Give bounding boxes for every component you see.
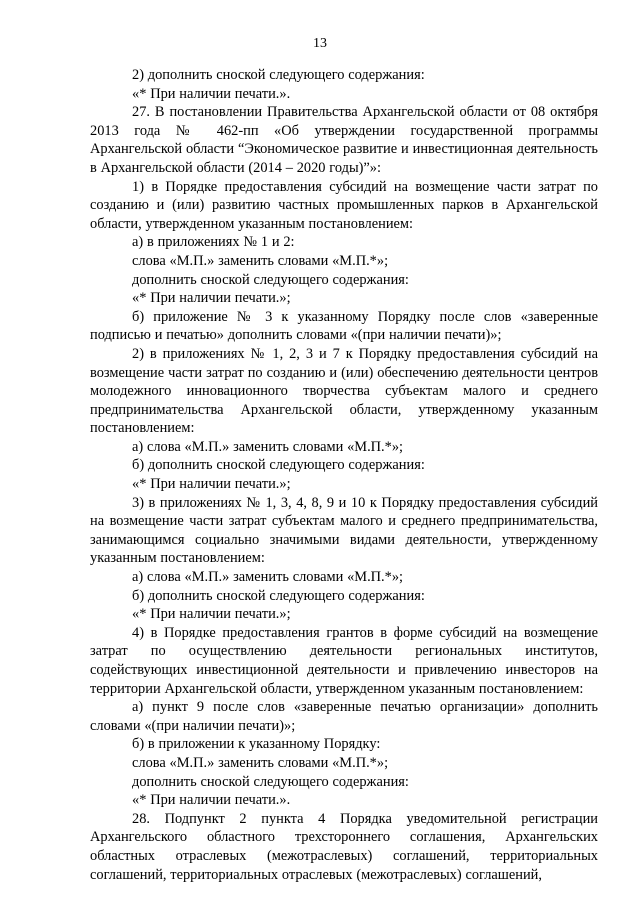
paragraph: 27. В постановлении Правительства Архангельской области от 08 октября 2013 года № 462-пп «Об утверждении государственной программы Архангельской области “Экономическое развитие и инвестиционная деятельность в Архангельской области (2014 – 2020 годы)”»: bbox=[90, 104, 598, 176]
paragraph: «* При наличии печати.». bbox=[132, 85, 291, 102]
paragraph: а) слова «М.П.» заменить словами «М.П.*»; bbox=[132, 569, 404, 586]
paragraph: а) в приложениях № 1 и 2: bbox=[132, 234, 295, 251]
paragraph: дополнить сноской следующего содержания: bbox=[132, 773, 409, 790]
paragraph: «* При наличии печати.»; bbox=[132, 290, 291, 307]
paragraph: б) в приложении к указанному Порядку: bbox=[132, 736, 381, 753]
paragraph: а) слова «М.П.» заменить словами «М.П.*»; bbox=[132, 438, 404, 455]
paragraph: 4) в Порядке предоставления грантов в форме субсидий на возмещение затрат по осуществлению деятельности региональных институтов, содействующих инвестиционной деятельности и привлечению инвесторов на территории Архангельской области, утвержденном указанным постановлением: bbox=[90, 624, 598, 697]
paragraph: дополнить сноской следующего содержания: bbox=[132, 271, 409, 288]
paragraph: 28. Подпункт 2 пункта 4 Порядка уведомительной регистрации Архангельского областного трехстороннего соглашения, Архангельских областных отраслевых (межотраслевых) соглашений, территориальных соглашений, территориальных отраслевых (межотраслевых) соглашений, bbox=[90, 810, 598, 883]
page-number: 13 bbox=[313, 36, 327, 51]
paragraph: слова «М.П.» заменить словами «М.П.*»; bbox=[132, 754, 389, 771]
paragraph: 3) в приложениях № 1, 3, 4, 8, 9 и 10 к Порядку предоставления субсидий на возмещение части затрат субъектам малого и среднего предпринимательства, занимающимся социально значимыми видами деятельности, утвержденному указанным постановлением: bbox=[90, 494, 598, 567]
paragraph: 2) дополнить сноской следующего содержания: bbox=[132, 67, 425, 83]
paragraph: б) дополнить сноской следующего содержания: bbox=[132, 587, 425, 604]
paragraph: б) дополнить сноской следующего содержания: bbox=[132, 457, 425, 474]
paragraph: б) приложение № 3 к указанному Порядку после слов «заверенные подписью и печатью» дополнить словами «(при наличии печати)»; bbox=[90, 308, 598, 344]
paragraph: а) пункт 9 после слов «заверенные печатью организации» дополнить словами «(при наличии печати)»; bbox=[90, 699, 598, 734]
paragraph: «* При наличии печати.». bbox=[132, 792, 291, 809]
paragraph: 2) в приложениях № 1, 2, 3 и 7 к Порядку предоставления субсидий на возмещение части затрат по созданию и (или) обеспечению деятельности центров молодежного инновационного творчества субъектам малого и среднего предпринимательства Архангельской области, утвержденному указанным постановлением: bbox=[90, 345, 598, 437]
document-body bbox=[90, 66, 598, 884]
paragraph: «* При наличии печати.»; bbox=[132, 606, 291, 623]
paragraph: «* При наличии печати.»; bbox=[132, 476, 291, 493]
paragraph: слова «М.П.» заменить словами «М.П.*»; bbox=[132, 252, 389, 269]
paragraph: 1) в Порядке предоставления субсидий на возмещение части затрат по созданию и (или) развитию частных промышленных парков в Архангельской области, утвержденном указанным постановлением: bbox=[90, 178, 598, 232]
